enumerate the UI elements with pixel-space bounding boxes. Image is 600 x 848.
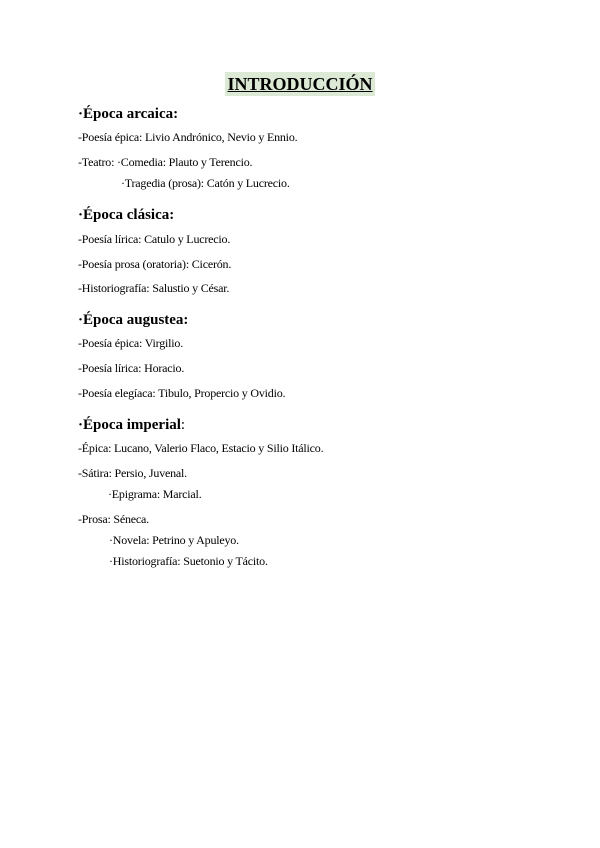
page-title: INTRODUCCIÓN (227, 74, 373, 94)
line-epica-imperial: -Épica: Lucano, Valerio Flaco, Estacio y Silio Itálico. (78, 441, 324, 455)
line-poesia-elegiaca: -Poesía elegíaca: Tibulo, Propercio y Ovidio. (78, 386, 286, 400)
section-heading-clasica: ·Época clásica: (78, 207, 175, 223)
section-heading-arcaica: ·Época arcaica: (78, 106, 179, 122)
line-poesia-epica-arcaica: -Poesía épica: Livio Andrónico, Nevio y Ennio. (78, 130, 298, 144)
line-historiografia-clasica: -Historiografía: Salustio y César. (78, 281, 230, 295)
line-historiografia-imperial: ·Historiografía: Suetonio y Tácito. (109, 554, 268, 568)
line-poesia-prosa: -Poesía prosa (oratoria): Cicerón. (78, 257, 232, 271)
line-poesia-lirica-augustea: -Poesía lírica: Horacio. (78, 361, 185, 375)
line-epigrama: ·Epigrama: Marcial. (108, 487, 202, 501)
section-heading-imperial: ·Época imperial: (78, 417, 186, 433)
line-teatro-comedia: -Teatro: ·Comedia: Plauto y Terencio. (78, 155, 253, 169)
line-satira: -Sátira: Persio, Juvenal. (78, 466, 187, 480)
line-poesia-epica-augustea: -Poesía épica: Virgilio. (78, 336, 184, 350)
line-tragedia: ·Tragedia (prosa): Catón y Lucrecio. (121, 176, 290, 190)
line-poesia-lirica-clasica: -Poesía lírica: Catulo y Lucrecio. (78, 232, 231, 246)
title-container (0, 72, 600, 96)
section-heading-augustea: ·Época augustea: (78, 312, 189, 328)
line-novela: ·Novela: Petrino y Apuleyo. (109, 533, 239, 547)
line-prosa: -Prosa: Séneca. (78, 512, 149, 526)
